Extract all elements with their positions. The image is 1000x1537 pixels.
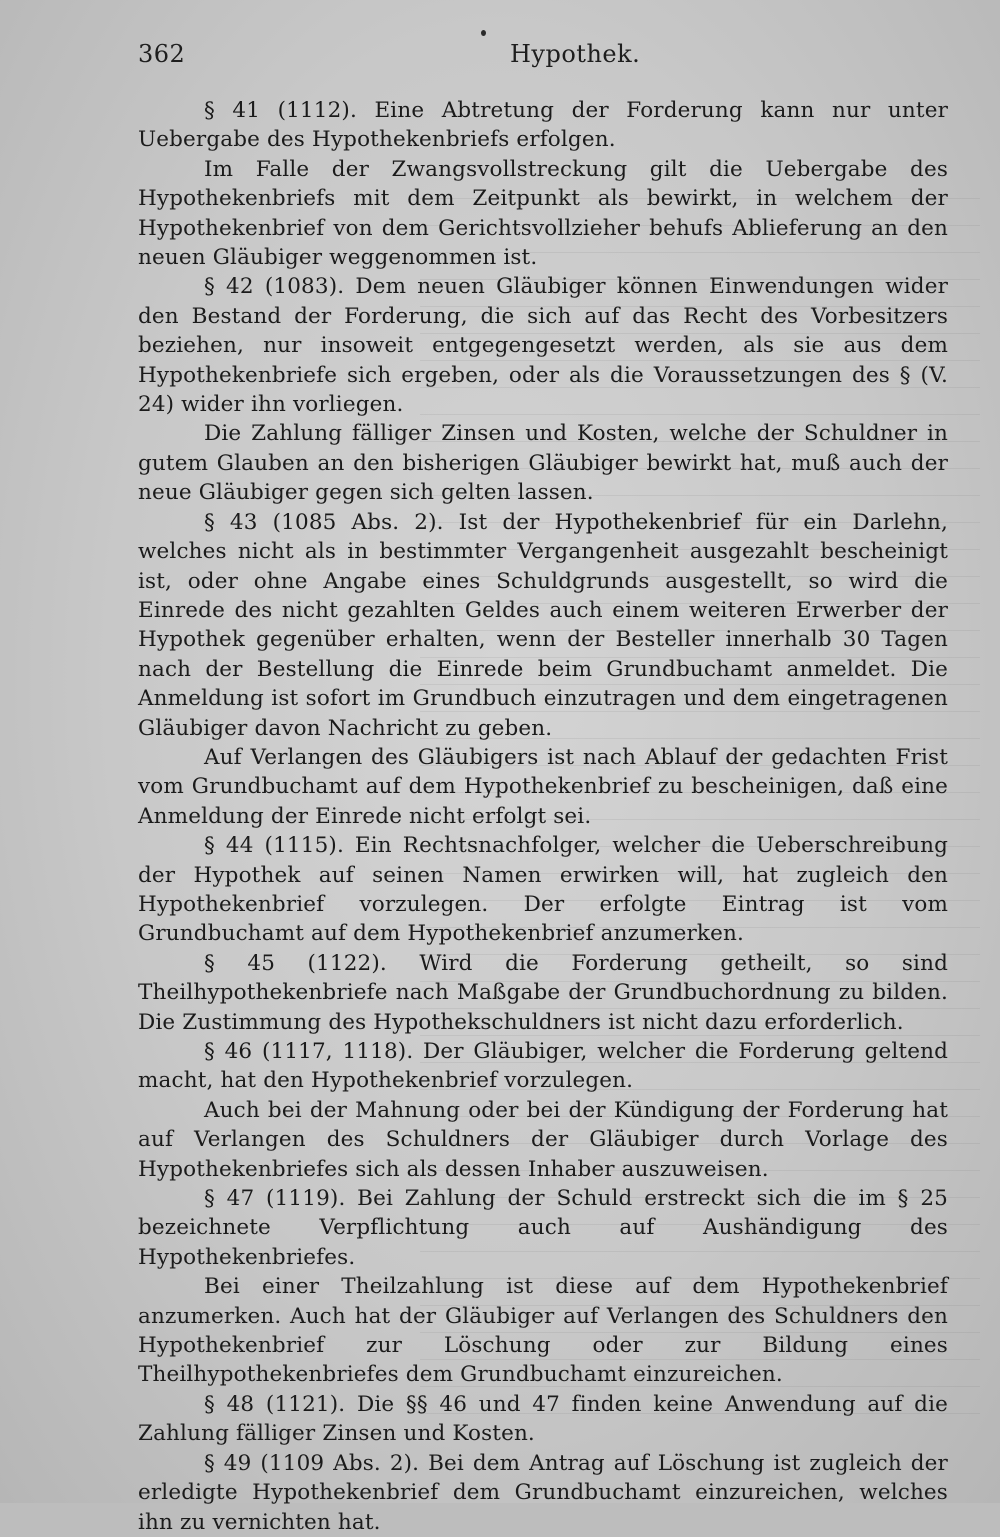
page-number: 362 [138,40,186,68]
paragraph-s47: § 47 (1119). Bei Zahlung der Schuld erstreckt sich die im § 25 bezeichnete Verpflichtung auch auf Aushändigung des Hypothekenbriefes. [138,1186,948,1270]
running-title: Hypothek. [510,40,641,68]
paragraph-zwangsvollstreckung: Im Falle der Zwangsvollstreckung gilt die Uebergabe des Hypothekenbriefs mit dem Zeitpunkt als bewirkt, in welchem der Hypothekenbrief von dem Gerichtsvollzieher behufs Ablieferung an den neuen Gläubiger weggenommen ist. [138,156,948,271]
page-header [138,40,948,74]
paragraph-s45: § 45 (1122). Wird die Forderung getheilt, so sind Theilhypothekenbriefe nach Maßgabe der Grundbuchordnung zu bilden. Die Zustimmung des Hypothekschuldners ist nicht dazu erforderlich. [138,950,948,1035]
paragraph-s46: § 46 (1117, 1118). Der Gläubiger, welcher die Forderung geltend macht, hat den Hypothekenbrief vorzulegen. [138,1039,948,1094]
paragraph-s48: § 48 (1121). Die §§ 46 und 47 finden keine Anwendung auf die Zahlung fälliger Zinsen und Kosten. [138,1391,948,1447]
paragraph-s49: § 49 (1109 Abs. 2). Bei dem Antrag auf Löschung ist zugleich der erledigte Hypothekenbrief dem Grundbuchamt einzureichen, welches ihn zu vernichten hat. [138,1450,948,1535]
body-text [138,96,948,1537]
paragraph-verlangen-glaeubiger: Auf Verlangen des Gläubigers ist nach Ablauf der gedachten Frist vom Grundbuchamt auf dem Hypothekenbrief zu bescheinigen, daß eine Anmeldung der Einrede nicht erfolgt sei. [138,744,948,829]
paragraph-s44: § 44 (1115). Ein Rechtsnachfolger, welcher die Ueberschreibung der Hypothek auf seinen Namen erwirken will, hat zugleich den Hypothekenbrief vorzulegen. Der erfolgte Eintrag ist vom Grundbuchamt auf dem Hypothekenbrief anzumerken. [138,833,948,947]
paragraph-zahlung-zinsen: Die Zahlung fälliger Zinsen und Kosten, welche der Schuldner in gutem Glauben an den bisherigen Gläubiger bewirkt hat, muß auch der neue Gläubiger gegen sich gelten lassen. [138,421,948,506]
paragraph-theilzahlung: Bei einer Theilzahlung ist diese auf dem Hypothekenbrief anzumerken. Auch hat der Gläubiger auf Verlangen des Schuldners den Hypothekenbrief zur Löschung oder zur Bildung eines Theilhypothekenbriefes dem Grundbuchamt einzureichen. [138,1274,948,1388]
paragraph-s42: § 42 (1083). Dem neuen Gläubiger können Einwendungen wider den Bestand der Forderung, die sich auf das Recht des Vorbesitzers beziehen, nur insoweit entgegengesetzt werden, als sie aus dem Hypothekenbriefe sich ergeben, oder als die Voraussetzungen des § (V. 24) wider ihn vorliegen. [138,274,948,418]
ink-speck [481,30,486,36]
paragraph-mahnung: Auch bei der Mahnung oder bei der Kündigung der Forderung hat auf Verlangen des Schuldners der Gläubiger durch Vorlage des Hypothekenbriefes sich als dessen Inhaber auszuweisen. [138,1097,948,1182]
paragraph-s43: § 43 (1085 Abs. 2). Ist der Hypothekenbrief für ein Darlehn, welches nicht als in bestimmter Vergangenheit ausgezahlt bescheinigt ist, oder ohne Angabe eines Schuldgrunds ausgestellt, so wird die Einrede des nicht gezahlten Geldes auch einem weiteren Erwerber der Hypothek gegenüber erhalten, wenn der Besteller innerhalb 30 Tagen nach der Bestellung die Einrede beim Grundbuchamt anmeldet. Die Anmeldung ist sofort im Grundbuch einzutragen und dem eingetragenen Gläubiger davon Nachricht zu geben. [138,509,948,741]
paragraph-s41: § 41 (1112). Eine Abtretung der Forderung kann nur unter Uebergabe des Hypothekenbriefs erfolgen. [138,98,948,153]
